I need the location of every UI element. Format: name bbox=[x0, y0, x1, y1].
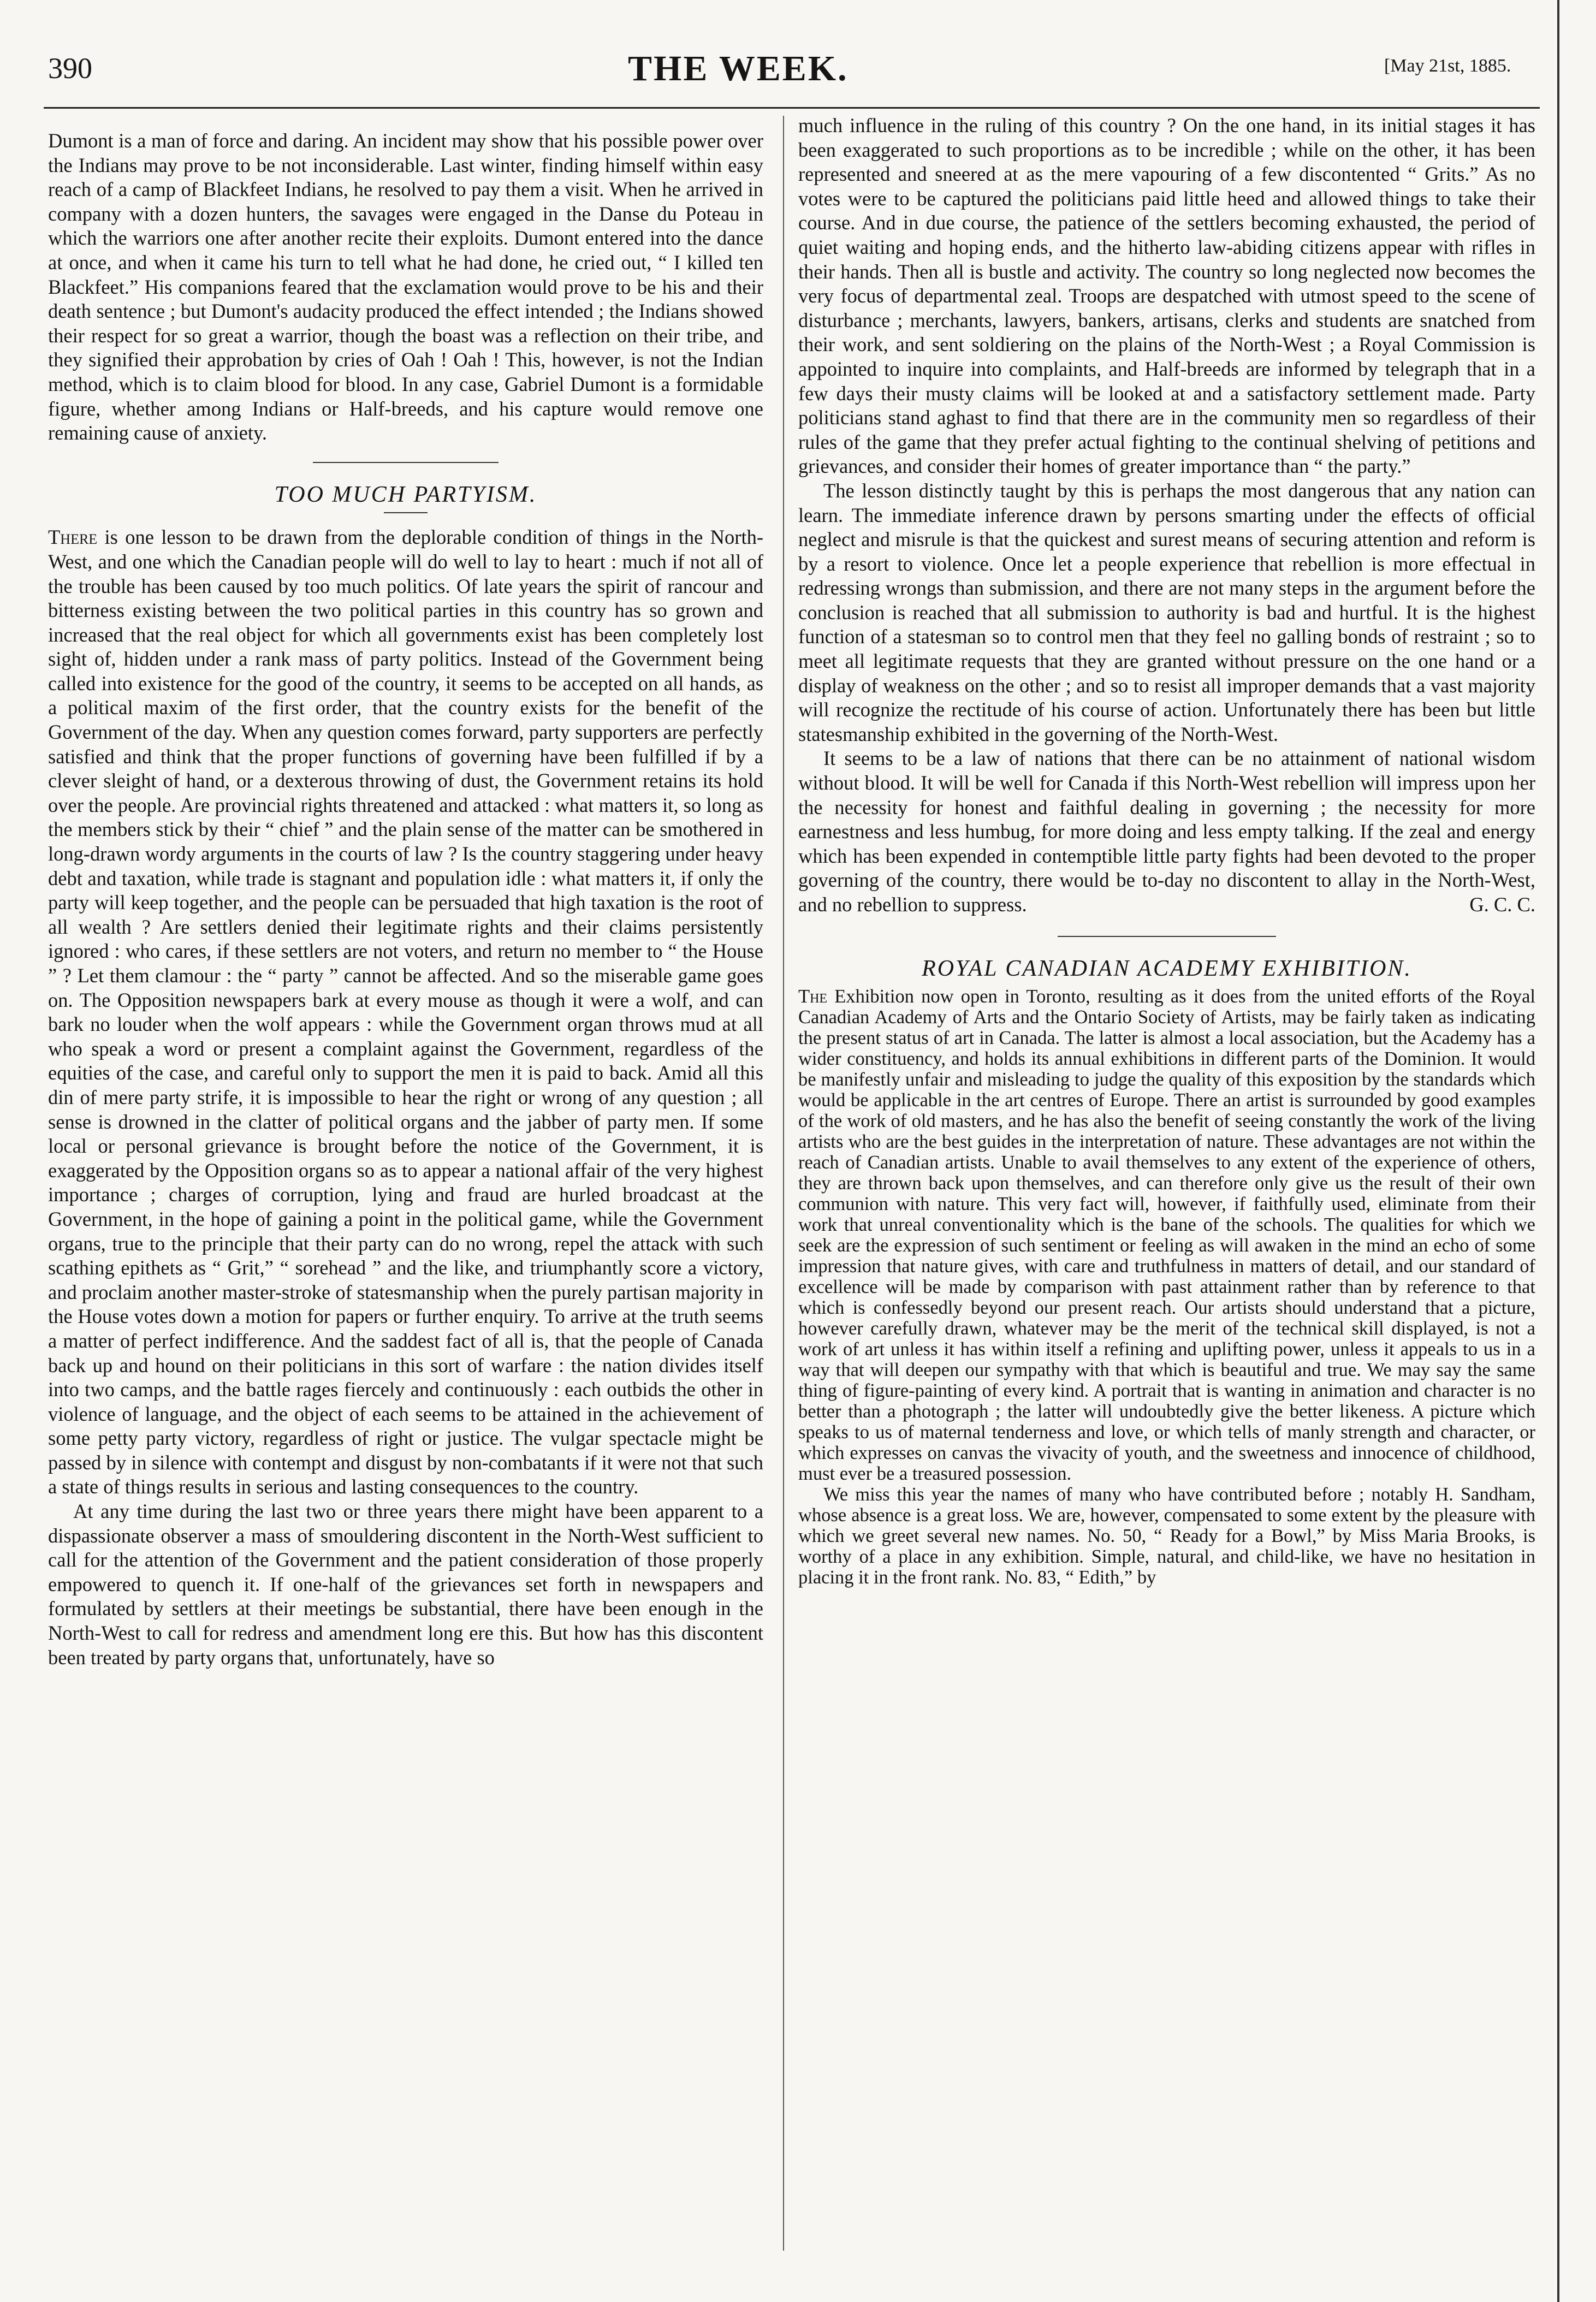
paragraph-partyism-5 bbox=[798, 746, 1535, 917]
paragraph-text: It seems to be a law of nations that there can be no attainment of national wisdom without blood. It will be well for Canada if this North-West rebellion will impress upon her the necessity for honest and faithful dealing in governing ; the necessity for more earnestness and less humbug, for more doing and less empty talking. If the zeal and energy which has been expended in contemptible little party fights had been devoted to the proper governing of the country, there would be to-day no discontent to allay in the North-West, and no rebellion to suppress. bbox=[798, 747, 1535, 916]
paragraph-partyism-1 bbox=[48, 525, 763, 1499]
masthead-title: THE WEEK. bbox=[628, 49, 849, 88]
left-column bbox=[48, 129, 763, 1670]
issue-date: [May 21st, 1885. bbox=[1384, 56, 1511, 76]
academy-article bbox=[798, 986, 1535, 1588]
paragraph-text: is one lesson to be drawn from the deplorable condition of things in the North-West, and one which the Canadian people will do well to lay to heart : much if not all of the trouble has been caused by too much politics. Of late years the spirit of rancour and bitterness existing between the two political parties in this country has so grown and increased that the real object for which all governments exist has been completely lost sight of, hidden under a rank mass of party politics. Instead of the Government being called into existence for the good of the country, it seems to be accepted on all hands, as a political maxim of the first order, that the country exists for the benefit of the Government of the day. When any question comes forward, party supporters are perfectly satisfied and think that the proper functions of governing have been fulfilled if by a clever sleight of hand, or a dexterous throwing of dust, the Government retains its hold over the people. Are provincial rights threatened and attacked : what matters it, so long as the members stick by their “ chief ” and the plain sense of the matter can be smothered in long-drawn wordy arguments in the courts of law ? Is the country staggering under heavy debt and taxation, while trade is stagnant and population idle : what matters it, if only the party will keep together, and the people can be persuaded that high taxation is the root of all wealth ? Are settlers denied their legitimate rights and their claims persistently ignored : who cares, if these settlers are not voters, and return no member to “ the House ” ? Let them clamour : the “ party ” cannot be affected. And so the miserable game goes on. The Opposition newspapers bark at every mouse as though it were a wolf, and can bark no louder when the wolf appears : while the Government organ throws mud at all who speak a word or present a complaint against the Government, regardless of the equities of the case, and careful only to support the men it is paid to back. Amid all this din of mere party strife, it is impossible to hear the right or wrong of any question ; all sense is drowned in the clatter of political organs and the jabber of party men. If some local or personal grievance is brought before the notice of the Government, it is exaggerated by the Opposition organs so as to appear a national affair of the very highest importance ; charges of corruption, lying and fraud are hurled broadcast at the Government, in the hope of gaining a point in the political game, while the Government organs, true to the principle that their party can do no wrong, repel the attack with such scathing epithets as “ Grit,” “ sorehead ” and the like, and triumphantly score a victory, and proclaim another master-stroke of statesmanship when the purely partisan majority in the House votes down a motion for papers or further enquiry. To arrive at the truth seems a matter of perfect indifference. And the saddest fact of all is, that the people of Canada back up and hound on their politicians in this sort of warfare : the nation divides itself into two camps, and the battle rages fiercely and continuously : each outbids the other in violence of language, and the object of each seems to be attained in the achievement of some petty party victory, regardless of right or justice. The vulgar spectacle might be passed by in silence with contempt and disgust by non-combatants if it were not that such a state of things results in serious and lasting consequences to the country. bbox=[48, 526, 763, 1498]
page-number: 390 bbox=[48, 52, 92, 85]
article-heading-academy: ROYAL CANADIAN ACADEMY EXHIBITION. bbox=[922, 956, 1412, 981]
column-divider bbox=[783, 116, 784, 2251]
paragraph-academy-1 bbox=[798, 986, 1535, 1484]
paragraph-academy-2: We miss this year the names of many who have contributed before ; notably H. Sandham, whose absence is a great loss. We are, however, compensated to some extent by the pleasure with which we greet several new names. No. 50, “ Ready for a Bowl,” by Miss Maria Brooks, is worthy of a place in any exhibition. Simple, natural, and child-like, we have no hesitation in placing it in the front rank. No. 83, “ Edith,” by bbox=[798, 1484, 1535, 1588]
article-heading-partyism: TOO MUCH PARTYISM. bbox=[274, 482, 537, 507]
right-column bbox=[798, 114, 1535, 1588]
paragraph-text: Exhibition now open in Toronto, resulting as it does from the united efforts of the Royal Canadian Academy of Arts and the Ontario Society of Artists, may be fairly taken as indicating the present status of art in Canada. The latter is almost a local association, but the Academy has a wider constituency, and holds its annual exhibitions in different parts of the Dominion. It would be manifestly unfair and misleading to judge the quality of this exposition by the standards which would be applicable in the art centres of Europe. There an artist is surrounded by good examples of the work of old masters, and he has also the benefit of seeing constantly the work of the living artists who are the best guides in the interpretation of nature. These advantages are not within the reach of Canadian artists. Unable to avail themselves to any extent of the experience of others, they are thrown back upon themselves, and can therefore only give us the result of their own communion with nature. This very fact will, however, if faithfully used, eliminate from their work that unreal conventionality which is the bane of the schools. The qualities for which we seek are the expression of such sentiment or feeling as will awaken in the mind an echo of some impression that nature gives, with care and truthfulness in matters of detail, and our standard of excellence will be made by comparison with past attainment rather than by reference to that which is confessedly beyond our present reach. Our artists should understand that a picture, however carefully drawn, whatever may be the merit of the technical skill displayed, is not a work of art unless it has within itself a refining and uplifting power, unless it appeals to us in a way that will deepen our sympathy with that which is beautiful and true. We may say the same thing of figure-painting of every kind. A portrait that is wanting in animation and character is no better than a photograph ; the latter will undoubtedly give the better likeness. A picture which speaks to us of maternal tenderness and love, or which tells of manly strength and character, or which expresses on canvas the vivacity of youth, and the sweetness and innocence of childhood, must ever be a treasured possession. bbox=[798, 986, 1535, 1485]
page-edge-rule bbox=[1557, 0, 1559, 2302]
drop-word: The bbox=[798, 986, 828, 1007]
author-signature: G. C. C. bbox=[1469, 893, 1535, 916]
paragraph-dumont: Dumont is a man of force and daring. An incident may show that his possible power over the Indians may prove to be not inconsiderable. Last winter, finding himself within easy reach of a camp of Blackfeet Indians, he resolved to pay them a visit. When he arrived in company with a dozen hunters, the savages were engaged in the Danse du Poteau in which the warriors one after another recite their exploits. Dumont entered into the dance at once, and when it came his turn to tell what he had done, he cried out, “ I killed ten Blackfeet.” His companions feared that the exclamation would prove to be his and their death sentence ; but Dumont's audacity produced the effect intended ; the Indians showed their respect for so great a warrior, though the boast was a reflection on their tribe, and they signified their approbation by cries of Oah ! Oah ! This, however, is not the Indian method, which is to claim blood for blood. In any case, Gabriel Dumont is a formidable figure, whether among Indians or Half-breeds, and his capture would remove one remaining cause of anxiety. bbox=[48, 129, 763, 444]
heading-rule bbox=[384, 512, 428, 513]
header-rule bbox=[44, 107, 1540, 109]
paragraph-partyism-2: At any time during the last two or three years there might have been apparent to a dispassionate observer a mass of smouldering discontent in the North-West sufficient to call for the attention of the Government and the patient consideration of those properly empowered to quench it. If one-half of the grievances set forth in newspapers and formulated by settlers at their meetings be substantial, there have been enough in the North-West to call for redress and amendment long ere this. But how has this discontent been treated by party organs that, unfortunately, have so bbox=[48, 1500, 763, 1669]
section-rule bbox=[1058, 936, 1276, 937]
paragraph-partyism-4: The lesson distinctly taught by this is perhaps the most dangerous that any nation can learn. The immediate inference drawn by persons smarting under the effects of official neglect and misrule is that the quickest and surest means of securing attention and reform is by a resort to violence. Once let a people experience that rebellion is more effectual in redressing wrongs than submission, and there are not many steps in the argument before the conclusion is reached that all submission to authority is bad and hurtful. It is the highest function of a statesman so to control men that they feel no galling bonds of restraint ; so to meet all legitimate requests that they are granted without pressure on the one hand or a display of weakness on the other ; and so to resist all improper demands that a vast majority will recognize the rectitude of his course of action. Unfortunately there has been but little statesmanship exhibited in the governing of the North-West. bbox=[798, 479, 1535, 745]
paragraph-partyism-3: much influence in the ruling of this country ? On the one hand, in its initial stages it has been exaggerated to such proportions as to be incredible ; while on the other, it has been represented and sneered at as the mere vapouring of a few discontented “ Grits.” As no votes were to be captured the politicians paid little heed and allowed things to take their course. And in due course, the patience of the settlers becoming exhausted, the period of quiet waiting and hoping ends, and the hitherto law-abiding citizens appear with rifles in their hands. Then all is bustle and activity. The country so long neglected now becomes the very focus of departmental zeal. Troops are despatched with utmost speed to the scene of disturbance ; merchants, lawyers, bankers, artisans, clerks and students are snatched from their work, and sent soldiering on the plains of the North-West ; a Royal Commission is appointed to inquire into complaints, and Half-breeds are informed by telegraph that in a few days their musty claims will be looked at and a satisfactory settlement made. Party politicians stand aghast to find that there are in the community men so regardless of their rules of the game that they prefer actual fighting to the continual shelving of petitions and grievances, and consider their homes of greater importance than “ the party.” bbox=[798, 114, 1535, 478]
drop-word: There bbox=[48, 526, 98, 549]
section-rule bbox=[313, 462, 499, 463]
